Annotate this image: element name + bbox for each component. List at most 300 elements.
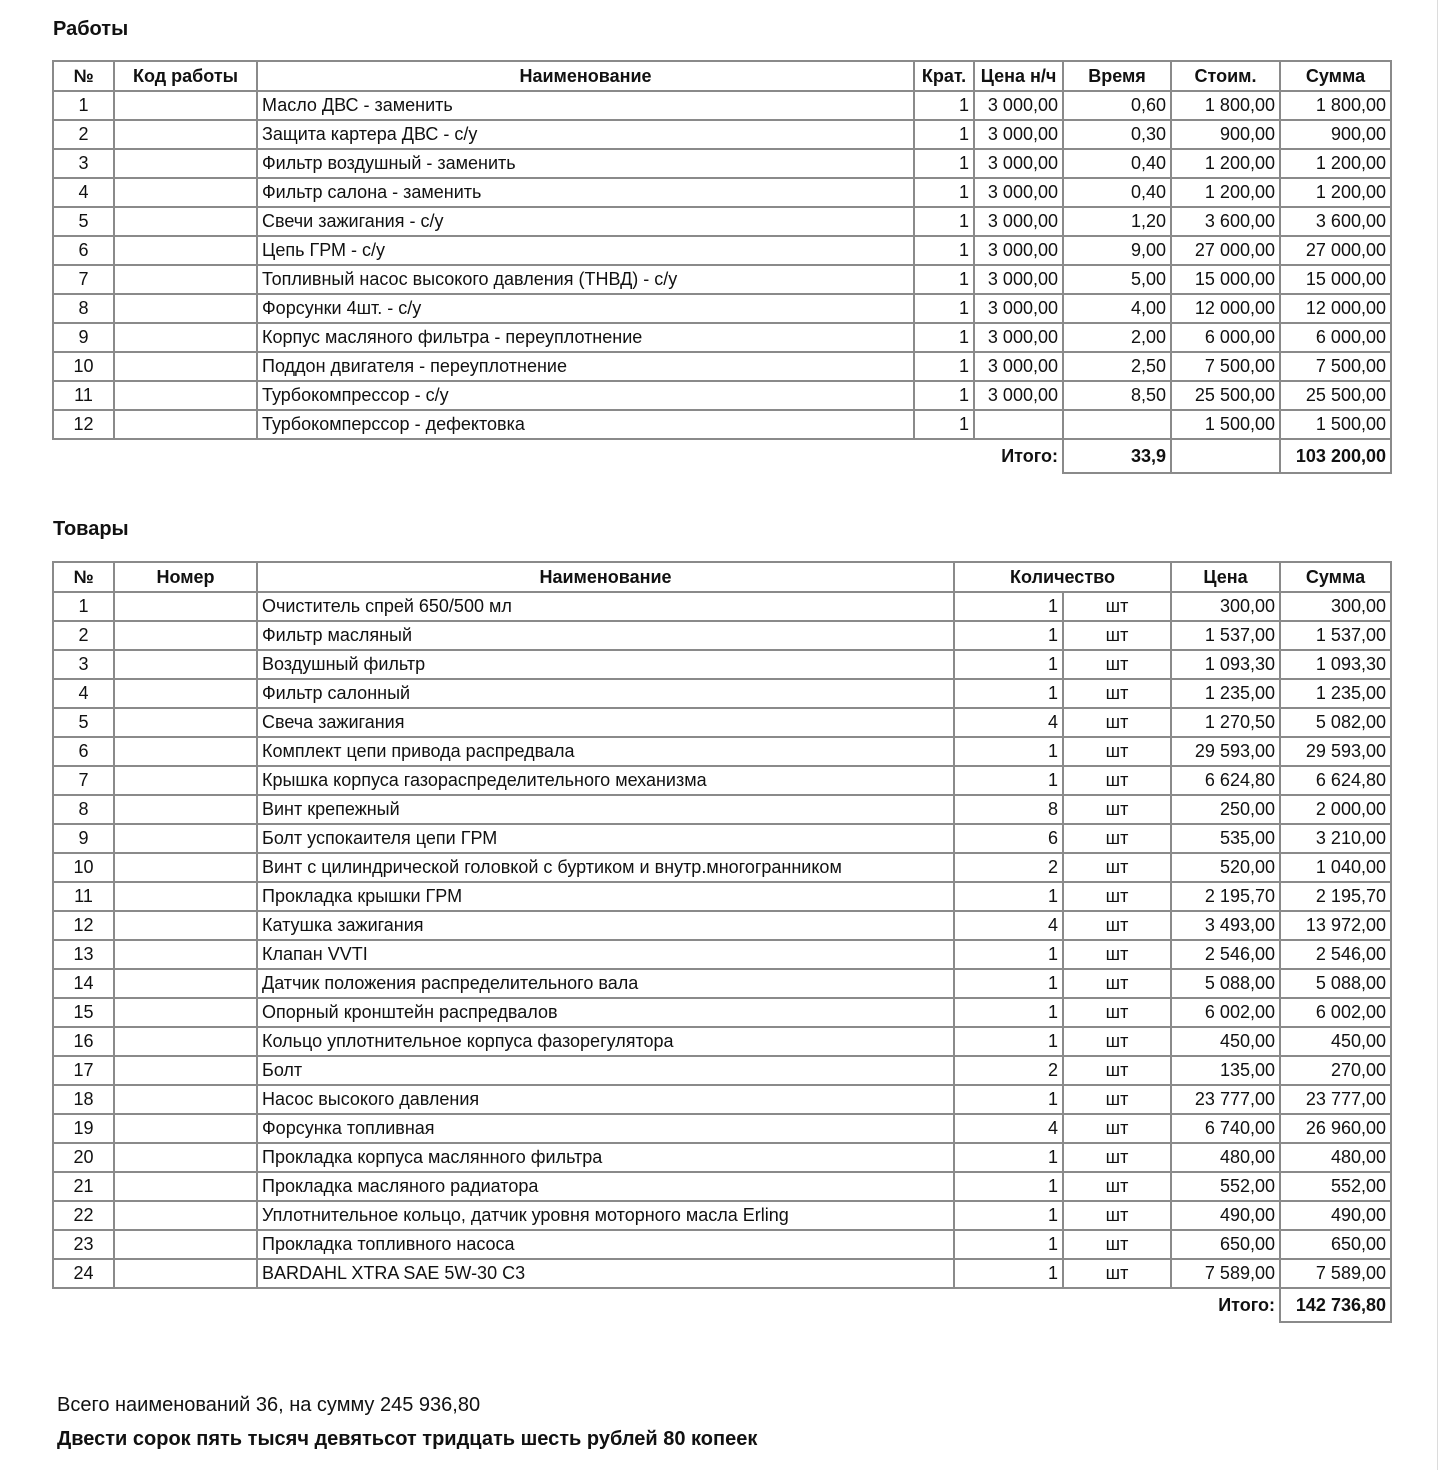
goods-cell-quantity: 1 [954, 679, 1063, 708]
goods-cell-quantity: 2 [954, 853, 1063, 882]
goods-cell-article [114, 969, 257, 998]
works-cell-hour-price: 3 000,00 [974, 236, 1063, 265]
works-cell-time: 0,40 [1063, 178, 1171, 207]
works-cell-sum: 7 500,00 [1280, 352, 1391, 381]
works-cell-hour-price: 3 000,00 [974, 149, 1063, 178]
works-cell-multiplier: 1 [914, 352, 974, 381]
works-col-hour-price: Цена н/ч [974, 61, 1063, 91]
goods-cell-unit: шт [1063, 650, 1171, 679]
works-cell-cost: 1 800,00 [1171, 91, 1280, 120]
works-cell-sum: 15 000,00 [1280, 265, 1391, 294]
works-cell-multiplier: 1 [914, 120, 974, 149]
goods-cell-unit: шт [1063, 1201, 1171, 1230]
works-cell-code [114, 178, 257, 207]
goods-cell-name: Кольцо уплотнительное корпуса фазорегулятора [257, 1027, 954, 1056]
works-cell-sum: 3 600,00 [1280, 207, 1391, 236]
works-cell-code [114, 265, 257, 294]
goods-cell-quantity: 1 [954, 1085, 1063, 1114]
goods-cell-number: 11 [53, 882, 114, 911]
works-row [53, 323, 1391, 352]
goods-header-row [53, 562, 1391, 592]
works-row [53, 352, 1391, 381]
works-cell-multiplier: 1 [914, 149, 974, 178]
works-total-sum: 103 200,00 [1280, 439, 1391, 473]
goods-cell-number: 3 [53, 650, 114, 679]
works-cell-code [114, 207, 257, 236]
works-cell-sum: 12 000,00 [1280, 294, 1391, 323]
works-cell-time: 4,00 [1063, 294, 1171, 323]
works-cell-sum: 1 500,00 [1280, 410, 1391, 439]
goods-cell-sum: 300,00 [1280, 592, 1391, 621]
goods-cell-unit: шт [1063, 1230, 1171, 1259]
goods-cell-unit: шт [1063, 824, 1171, 853]
works-cell-multiplier: 1 [914, 236, 974, 265]
goods-cell-unit: шт [1063, 1085, 1171, 1114]
works-cell-number: 6 [53, 236, 114, 265]
goods-cell-number: 12 [53, 911, 114, 940]
works-cell-number: 2 [53, 120, 114, 149]
goods-cell-unit: шт [1063, 1056, 1171, 1085]
works-cell-hour-price: 3 000,00 [974, 381, 1063, 410]
goods-row [53, 592, 1391, 621]
goods-cell-sum: 3 210,00 [1280, 824, 1391, 853]
goods-cell-number: 21 [53, 1172, 114, 1201]
goods-cell-number: 7 [53, 766, 114, 795]
goods-cell-price: 480,00 [1171, 1143, 1280, 1172]
works-cell-time: 8,50 [1063, 381, 1171, 410]
works-cell-time: 1,20 [1063, 207, 1171, 236]
works-cell-number: 8 [53, 294, 114, 323]
goods-cell-sum: 2 546,00 [1280, 940, 1391, 969]
works-row [53, 149, 1391, 178]
goods-cell-sum: 13 972,00 [1280, 911, 1391, 940]
goods-cell-quantity: 1 [954, 1230, 1063, 1259]
works-row [53, 91, 1391, 120]
goods-cell-unit: шт [1063, 766, 1171, 795]
works-cell-time [1063, 410, 1171, 439]
goods-total-sum: 142 736,80 [1280, 1288, 1391, 1322]
goods-cell-quantity: 1 [954, 766, 1063, 795]
summary-count-line: Всего наименований 36, на сумму 245 936,80 [57, 1394, 481, 1416]
goods-col-price: Цена [1171, 562, 1280, 592]
goods-cell-quantity: 1 [954, 882, 1063, 911]
goods-row [53, 708, 1391, 737]
goods-cell-sum: 1 040,00 [1280, 853, 1391, 882]
goods-row [53, 1259, 1391, 1288]
goods-cell-price: 520,00 [1171, 853, 1280, 882]
works-row [53, 120, 1391, 149]
goods-cell-sum: 1 235,00 [1280, 679, 1391, 708]
page-edge-divider [1437, 0, 1438, 1470]
goods-row [53, 1172, 1391, 1201]
works-cell-code [114, 149, 257, 178]
goods-cell-sum: 26 960,00 [1280, 1114, 1391, 1143]
goods-cell-sum: 1 537,00 [1280, 621, 1391, 650]
works-col-name: Наименование [257, 61, 914, 91]
works-cell-name: Форсунки 4шт. - с/у [257, 294, 914, 323]
goods-cell-name: Винт с цилиндрической головкой с буртиком и внутр.многогранником [257, 853, 954, 882]
goods-cell-quantity: 1 [954, 737, 1063, 766]
goods-cell-number: 20 [53, 1143, 114, 1172]
goods-cell-article [114, 1143, 257, 1172]
goods-cell-unit: шт [1063, 795, 1171, 824]
goods-cell-article [114, 1085, 257, 1114]
goods-cell-unit: шт [1063, 1172, 1171, 1201]
works-cell-multiplier: 1 [914, 91, 974, 120]
goods-table [52, 561, 1392, 1323]
goods-cell-number: 19 [53, 1114, 114, 1143]
goods-cell-sum: 270,00 [1280, 1056, 1391, 1085]
works-cell-code [114, 323, 257, 352]
goods-cell-number: 14 [53, 969, 114, 998]
works-col-cost: Стоим. [1171, 61, 1280, 91]
works-cell-cost: 1 200,00 [1171, 178, 1280, 207]
goods-cell-quantity: 1 [954, 998, 1063, 1027]
goods-cell-article [114, 1114, 257, 1143]
goods-cell-article [114, 882, 257, 911]
goods-cell-sum: 6 002,00 [1280, 998, 1391, 1027]
goods-cell-unit: шт [1063, 708, 1171, 737]
works-cell-hour-price: 3 000,00 [974, 178, 1063, 207]
goods-cell-number: 4 [53, 679, 114, 708]
goods-cell-price: 250,00 [1171, 795, 1280, 824]
summary-words-line: Двести сорок пять тысяч девятьсот тридцать шесть рублей 80 копеек [57, 1428, 758, 1450]
works-cell-name: Фильтр салона - заменить [257, 178, 914, 207]
goods-cell-quantity: 4 [954, 911, 1063, 940]
goods-cell-number: 17 [53, 1056, 114, 1085]
works-cell-multiplier: 1 [914, 178, 974, 207]
works-cell-name: Масло ДВС - заменить [257, 91, 914, 120]
works-cell-name: Защита картера ДВС - с/у [257, 120, 914, 149]
goods-cell-sum: 2 000,00 [1280, 795, 1391, 824]
goods-cell-number: 10 [53, 853, 114, 882]
goods-cell-price: 6 740,00 [1171, 1114, 1280, 1143]
works-cell-number: 3 [53, 149, 114, 178]
goods-cell-number: 24 [53, 1259, 114, 1288]
goods-cell-quantity: 1 [954, 1172, 1063, 1201]
works-cell-hour-price: 3 000,00 [974, 352, 1063, 381]
goods-cell-article [114, 621, 257, 650]
goods-cell-article [114, 998, 257, 1027]
goods-cell-number: 15 [53, 998, 114, 1027]
goods-total-label: Итого: [1218, 1295, 1275, 1315]
goods-cell-name: Фильтр салонный [257, 679, 954, 708]
goods-cell-price: 1 270,50 [1171, 708, 1280, 737]
works-cell-name: Фильтр воздушный - заменить [257, 149, 914, 178]
works-cell-hour-price: 3 000,00 [974, 323, 1063, 352]
goods-cell-name: Болт [257, 1056, 954, 1085]
goods-row [53, 1085, 1391, 1114]
works-row [53, 265, 1391, 294]
works-cell-time: 9,00 [1063, 236, 1171, 265]
goods-cell-sum: 2 195,70 [1280, 882, 1391, 911]
goods-cell-article [114, 824, 257, 853]
works-cell-cost: 3 600,00 [1171, 207, 1280, 236]
goods-cell-price: 6 624,80 [1171, 766, 1280, 795]
goods-cell-quantity: 6 [954, 824, 1063, 853]
goods-cell-price: 490,00 [1171, 1201, 1280, 1230]
works-table [52, 60, 1392, 474]
goods-cell-sum: 552,00 [1280, 1172, 1391, 1201]
works-cell-number: 5 [53, 207, 114, 236]
goods-row [53, 998, 1391, 1027]
works-total-time: 33,9 [1063, 439, 1171, 473]
works-total-cost-empty [1171, 439, 1280, 473]
works-cell-number: 4 [53, 178, 114, 207]
goods-cell-name: Фильтр масляный [257, 621, 954, 650]
goods-cell-sum: 1 093,30 [1280, 650, 1391, 679]
goods-cell-sum: 5 082,00 [1280, 708, 1391, 737]
works-cell-name: Корпус масляного фильтра - переуплотнение [257, 323, 914, 352]
goods-row [53, 621, 1391, 650]
works-cell-name: Свечи зажигания - с/у [257, 207, 914, 236]
goods-cell-unit: шт [1063, 737, 1171, 766]
goods-cell-quantity: 1 [954, 1259, 1063, 1288]
goods-cell-price: 1 537,00 [1171, 621, 1280, 650]
works-cell-name: Топливный насос высокого давления (ТНВД) - с/у [257, 265, 914, 294]
goods-row [53, 911, 1391, 940]
goods-cell-article [114, 1027, 257, 1056]
goods-cell-name: Крышка корпуса газораспределительного механизма [257, 766, 954, 795]
goods-cell-price: 2 546,00 [1171, 940, 1280, 969]
goods-cell-name: Опорный кронштейн распредвалов [257, 998, 954, 1027]
works-cell-code [114, 236, 257, 265]
works-cell-cost: 15 000,00 [1171, 265, 1280, 294]
works-col-sum: Сумма [1280, 61, 1391, 91]
goods-cell-price: 7 589,00 [1171, 1259, 1280, 1288]
works-row [53, 294, 1391, 323]
works-cell-cost: 7 500,00 [1171, 352, 1280, 381]
works-cell-name: Цепь ГРМ - с/у [257, 236, 914, 265]
works-total-row [53, 439, 1391, 473]
goods-cell-quantity: 2 [954, 1056, 1063, 1085]
works-cell-multiplier: 1 [914, 381, 974, 410]
goods-row [53, 1201, 1391, 1230]
works-cell-code [114, 91, 257, 120]
goods-cell-article [114, 592, 257, 621]
works-cell-number: 10 [53, 352, 114, 381]
goods-cell-price: 3 493,00 [1171, 911, 1280, 940]
works-cell-cost: 12 000,00 [1171, 294, 1280, 323]
goods-cell-price: 135,00 [1171, 1056, 1280, 1085]
goods-cell-number: 23 [53, 1230, 114, 1259]
works-cell-number: 9 [53, 323, 114, 352]
goods-row [53, 824, 1391, 853]
goods-cell-article [114, 1056, 257, 1085]
works-cell-time: 2,00 [1063, 323, 1171, 352]
works-cell-multiplier: 1 [914, 207, 974, 236]
works-cell-multiplier: 1 [914, 294, 974, 323]
works-cell-sum: 1 200,00 [1280, 178, 1391, 207]
goods-cell-sum: 650,00 [1280, 1230, 1391, 1259]
works-cell-name: Поддон двигателя - переуплотнение [257, 352, 914, 381]
goods-row [53, 1230, 1391, 1259]
goods-row [53, 766, 1391, 795]
goods-cell-unit: шт [1063, 621, 1171, 650]
works-cell-number: 1 [53, 91, 114, 120]
goods-cell-unit: шт [1063, 940, 1171, 969]
works-cell-time: 2,50 [1063, 352, 1171, 381]
works-cell-name: Турбокомперссор - дефектовка [257, 410, 914, 439]
goods-cell-name: Прокладка корпуса маслянного фильтра [257, 1143, 954, 1172]
goods-cell-price: 535,00 [1171, 824, 1280, 853]
goods-row [53, 940, 1391, 969]
goods-cell-price: 552,00 [1171, 1172, 1280, 1201]
works-cell-time: 0,60 [1063, 91, 1171, 120]
works-cell-number: 11 [53, 381, 114, 410]
goods-cell-unit: шт [1063, 1143, 1171, 1172]
goods-cell-price: 6 002,00 [1171, 998, 1280, 1027]
goods-row [53, 1143, 1391, 1172]
goods-cell-sum: 23 777,00 [1280, 1085, 1391, 1114]
goods-cell-unit: шт [1063, 679, 1171, 708]
goods-col-sum: Сумма [1280, 562, 1391, 592]
works-cell-code [114, 294, 257, 323]
goods-cell-sum: 490,00 [1280, 1201, 1391, 1230]
goods-cell-article [114, 708, 257, 737]
goods-cell-name: Комплект цепи привода распредвала [257, 737, 954, 766]
goods-cell-sum: 6 624,80 [1280, 766, 1391, 795]
goods-col-article: Номер [114, 562, 257, 592]
works-total-label: Итого: [1001, 446, 1058, 466]
works-cell-sum: 1 200,00 [1280, 149, 1391, 178]
goods-cell-price: 300,00 [1171, 592, 1280, 621]
goods-cell-price: 23 777,00 [1171, 1085, 1280, 1114]
works-cell-sum: 27 000,00 [1280, 236, 1391, 265]
goods-cell-name: Винт крепежный [257, 795, 954, 824]
works-cell-sum: 900,00 [1280, 120, 1391, 149]
goods-cell-number: 2 [53, 621, 114, 650]
goods-cell-quantity: 1 [954, 1027, 1063, 1056]
goods-row [53, 1027, 1391, 1056]
works-cell-time: 0,40 [1063, 149, 1171, 178]
goods-cell-article [114, 940, 257, 969]
goods-cell-unit: шт [1063, 969, 1171, 998]
works-cell-code [114, 352, 257, 381]
goods-cell-sum: 450,00 [1280, 1027, 1391, 1056]
goods-cell-unit: шт [1063, 853, 1171, 882]
goods-cell-sum: 480,00 [1280, 1143, 1391, 1172]
goods-cell-name: Болт успокаителя цепи ГРМ [257, 824, 954, 853]
goods-cell-name: Датчик положения распределительного вала [257, 969, 954, 998]
goods-cell-name: Катушка зажигания [257, 911, 954, 940]
goods-total-row [53, 1288, 1391, 1322]
goods-cell-number: 9 [53, 824, 114, 853]
works-row [53, 178, 1391, 207]
goods-cell-article [114, 795, 257, 824]
goods-cell-price: 5 088,00 [1171, 969, 1280, 998]
goods-cell-article [114, 737, 257, 766]
goods-col-name: Наименование [257, 562, 954, 592]
goods-cell-name: Клапан VVTI [257, 940, 954, 969]
works-cell-cost: 1 200,00 [1171, 149, 1280, 178]
goods-cell-name: Очиститель спрей 650/500 мл [257, 592, 954, 621]
goods-cell-name: Уплотнительное кольцо, датчик уровня моторного масла Erling [257, 1201, 954, 1230]
goods-cell-number: 18 [53, 1085, 114, 1114]
goods-cell-name: Прокладка топливного насоса [257, 1230, 954, 1259]
goods-cell-quantity: 4 [954, 708, 1063, 737]
works-cell-hour-price: 3 000,00 [974, 91, 1063, 120]
goods-cell-name: Прокладка масляного радиатора [257, 1172, 954, 1201]
goods-cell-number: 5 [53, 708, 114, 737]
works-cell-number: 7 [53, 265, 114, 294]
works-cell-multiplier: 1 [914, 265, 974, 294]
works-header-row [53, 61, 1391, 91]
goods-cell-unit: шт [1063, 1259, 1171, 1288]
works-cell-cost: 25 500,00 [1171, 381, 1280, 410]
goods-cell-price: 2 195,70 [1171, 882, 1280, 911]
goods-cell-price: 1 093,30 [1171, 650, 1280, 679]
goods-cell-name: Прокладка крышки ГРМ [257, 882, 954, 911]
works-cell-cost: 6 000,00 [1171, 323, 1280, 352]
goods-row [53, 679, 1391, 708]
goods-cell-article [114, 853, 257, 882]
goods-cell-sum: 29 593,00 [1280, 737, 1391, 766]
works-cell-multiplier: 1 [914, 410, 974, 439]
goods-cell-name: Воздушный фильтр [257, 650, 954, 679]
works-cell-code [114, 120, 257, 149]
goods-row [53, 1056, 1391, 1085]
goods-cell-unit: шт [1063, 1027, 1171, 1056]
works-cell-hour-price: 3 000,00 [974, 294, 1063, 323]
works-section-title: Работы [53, 18, 129, 40]
goods-cell-name: BARDAHL XTRA SAE 5W-30 C3 [257, 1259, 954, 1288]
goods-cell-number: 13 [53, 940, 114, 969]
goods-cell-article [114, 1201, 257, 1230]
goods-cell-unit: шт [1063, 911, 1171, 940]
goods-cell-quantity: 1 [954, 621, 1063, 650]
goods-cell-sum: 5 088,00 [1280, 969, 1391, 998]
works-cell-hour-price: 3 000,00 [974, 120, 1063, 149]
goods-cell-number: 16 [53, 1027, 114, 1056]
goods-cell-name: Свеча зажигания [257, 708, 954, 737]
goods-cell-quantity: 1 [954, 940, 1063, 969]
goods-cell-quantity: 1 [954, 650, 1063, 679]
goods-cell-quantity: 1 [954, 1143, 1063, 1172]
goods-row [53, 1114, 1391, 1143]
works-cell-number: 12 [53, 410, 114, 439]
works-cell-code [114, 410, 257, 439]
goods-cell-price: 450,00 [1171, 1027, 1280, 1056]
goods-cell-number: 1 [53, 592, 114, 621]
goods-row [53, 882, 1391, 911]
goods-col-quantity: Количество [954, 562, 1171, 592]
goods-cell-sum: 7 589,00 [1280, 1259, 1391, 1288]
goods-cell-name: Насос высокого давления [257, 1085, 954, 1114]
goods-cell-article [114, 679, 257, 708]
goods-col-number: № [53, 562, 114, 592]
goods-cell-article [114, 1259, 257, 1288]
goods-cell-name: Форсунка топливная [257, 1114, 954, 1143]
goods-row [53, 737, 1391, 766]
goods-row [53, 969, 1391, 998]
goods-cell-price: 29 593,00 [1171, 737, 1280, 766]
works-cell-time: 5,00 [1063, 265, 1171, 294]
works-cell-sum: 1 800,00 [1280, 91, 1391, 120]
works-col-time: Время [1063, 61, 1171, 91]
goods-cell-quantity: 8 [954, 795, 1063, 824]
works-row [53, 410, 1391, 439]
goods-cell-number: 6 [53, 737, 114, 766]
works-col-multiplier: Крат. [914, 61, 974, 91]
goods-cell-unit: шт [1063, 1114, 1171, 1143]
goods-cell-article [114, 766, 257, 795]
works-cell-sum: 25 500,00 [1280, 381, 1391, 410]
works-cell-cost: 900,00 [1171, 120, 1280, 149]
goods-cell-article [114, 911, 257, 940]
goods-section-title: Товары [53, 518, 129, 540]
goods-cell-article [114, 1172, 257, 1201]
